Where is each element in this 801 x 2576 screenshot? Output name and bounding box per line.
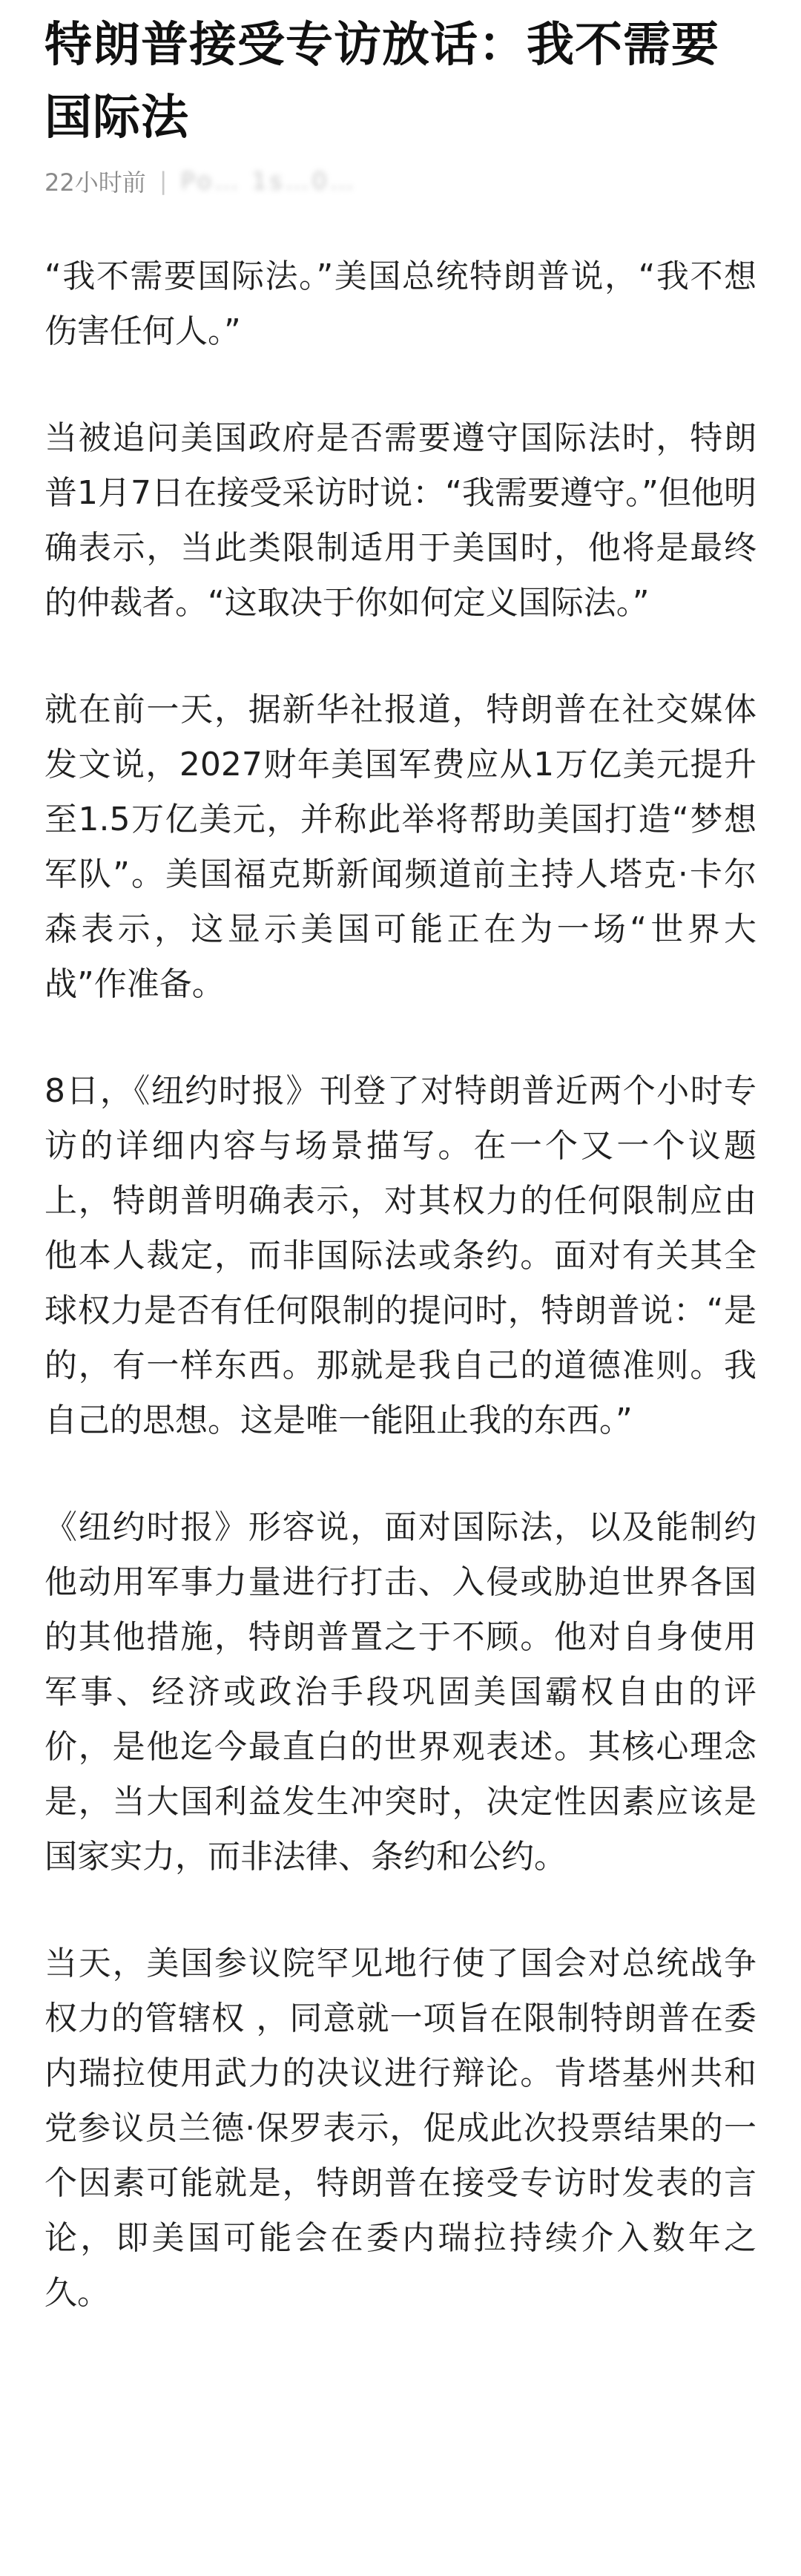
article-paragraph: 8日，《纽约时报》刊登了对特朗普近两个小时专访的详细内容与场景描写。在一个又一个议题上，特朗普明确表示，对其权力的任何限制应由他本人裁定，而非国际法或条约。面对有关其全球权力是否有任何限制的提问时，特朗普说：“是的，有一样东西。那就是我自己的道德准则。我自己的思想。这是唯一能阻止我的东西。” <box>44 1072 756 1439</box>
article-paragraph: 就在前一天，据新华社报道，特朗普在社交媒体发文说，2027财年美国军费应从1万亿美元提升至1.5万亿美元，并称此举将帮助美国打造“梦想军队”。美国福克斯新闻频道前主持人塔克·卡尔森表示，这显示美国可能正在为一场“世界大战”作准备。 <box>44 691 756 1003</box>
article-paragraph: 当被追问美国政府是否需要遵守国际法时，特朗普1月7日在接受采访时说：“我需要遵守。”但他明确表示，当此类限制适用于美国时，他将是最终的仲裁者。“这取决于你如何定义国际法。” <box>44 419 756 622</box>
article-meta <box>44 165 756 197</box>
article-body <box>44 249 756 2321</box>
meta-separator: | <box>159 167 168 195</box>
article-paragraph: 《纽约时报》形容说，面对国际法，以及能制约他动用军事力量进行打击、入侵或胁迫世界各国的其他措施，特朗普置之于不顾。他对自身使用军事、经济或政治手段巩固美国霸权自由的评价，是他迄今最直白的世界观表述。其核心理念是，当大国利益发生冲突时，决定性因素应该是国家实力，而非法律、条约和公约。 <box>44 1508 756 1876</box>
article-paragraph: 当天，美国参议院罕见地行使了国会对总统战争权力的管辖权 ，同意就一项旨在限制特朗普在委内瑞拉使用武力的决议进行辩论。肯塔基州共和党参议员兰德·保罗表示，促成此次投票结果的一个因素可能就是，特朗普在接受专访时发表的言论，即美国可能会在委内瑞拉持续介入数年之久。 <box>44 1945 756 2312</box>
article-paragraph: “我不需要国际法。”美国总统特朗普说，“我不想伤害任何人。” <box>44 257 756 350</box>
publish-time: 22小时前 <box>44 168 146 197</box>
article-title: 特朗普接受专访放话：我不需要国际法 <box>44 18 719 145</box>
source-name[interactable]: Po… 1s…0… <box>180 167 357 195</box>
